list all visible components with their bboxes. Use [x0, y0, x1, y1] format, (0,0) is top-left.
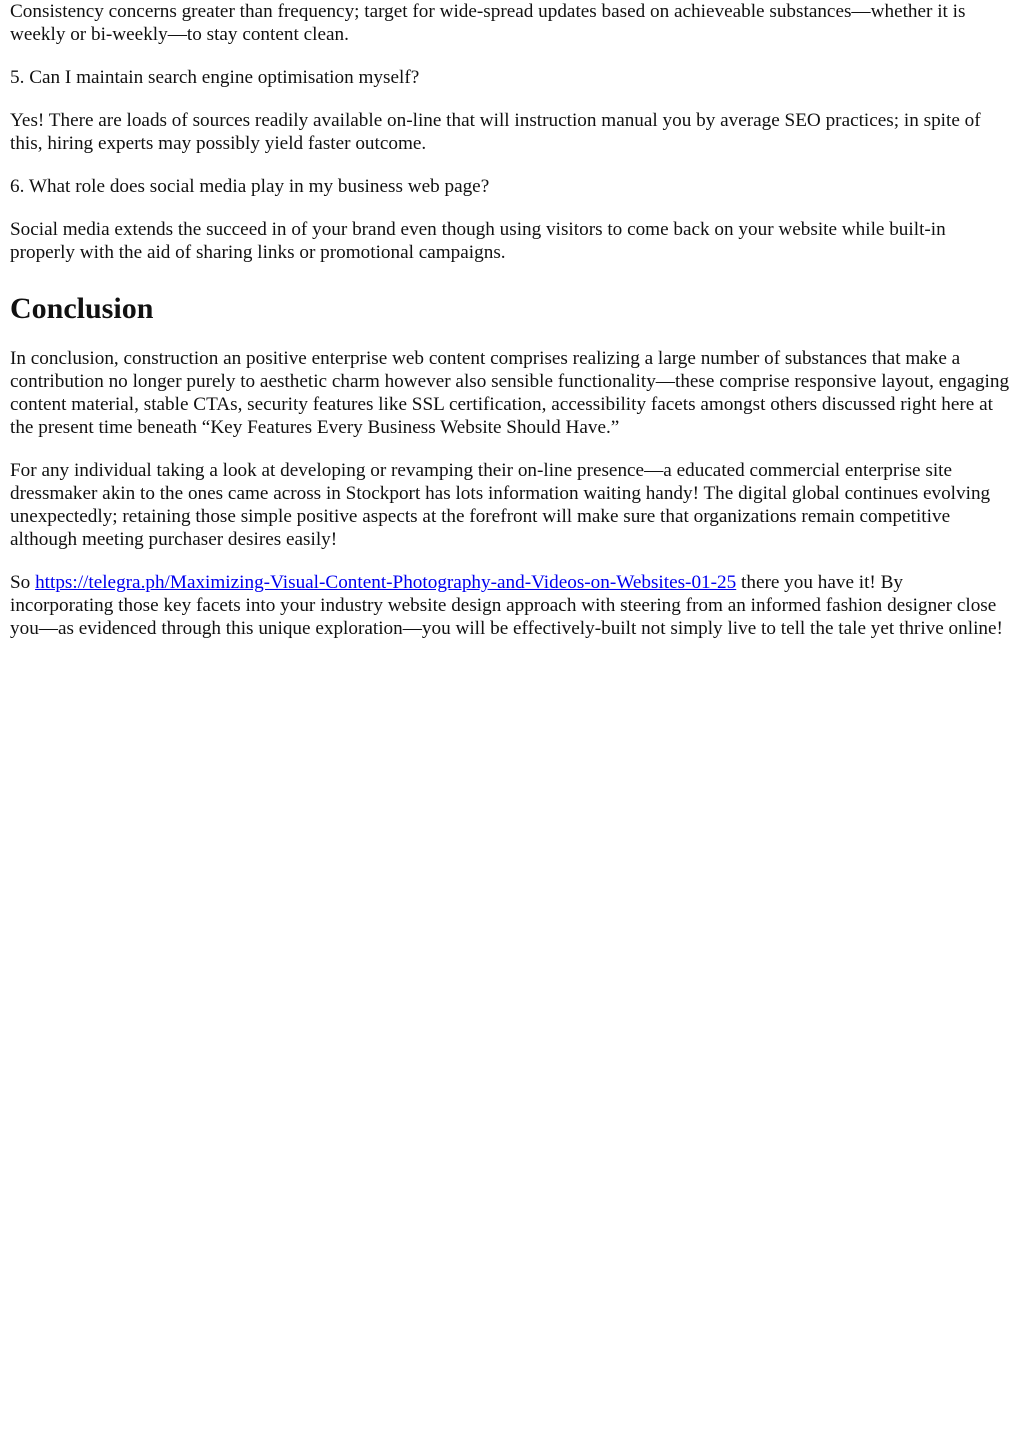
conclusion-heading: Conclusion: [10, 292, 154, 325]
final-paragraph-suffix: there you have it! By incorporating those key facets into your industry website design approach with steering from an informed fashion designer close you—as evidenced through this unique exploration—you will be effectively-built not simply live to tell the tale yet thrive online!: [10, 572, 1003, 639]
faq-question-5: 5. Can I maintain search engine optimisation myself?: [10, 67, 420, 88]
conclusion-paragraph-2: For any individual taking a look at developing or revamping their on-line presence—a educated commercial enterprise site dressmaker akin to the ones came across in Stockport has lots information waiting handy! The digital global continues evolving unexpectedly; retaining those simple positive aspects at the forefront will make sure that organizations remain competitive although meeting purchaser desires easily!: [10, 460, 991, 550]
telegra-article-link[interactable]: https://telegra.ph/Maximizing-Visual-Content-Photography-and-Videos-on-Websites-01-25: [35, 572, 737, 593]
faq-answer-6: Social media extends the succeed in of your brand even though using visitors to come back on your website while built-in properly with the aid of sharing links or promotional campaigns.: [10, 219, 946, 263]
faq-question-6: 6. What role does social media play in my business web page?: [10, 176, 490, 197]
final-paragraph-prefix: So: [10, 572, 36, 593]
final-paragraph: [10, 571, 1010, 640]
faq-answer-paragraph: Consistency concerns greater than frequency; target for wide-spread updates based on achieveable substances—whether it is weekly or bi-weekly—to stay content clean.: [10, 1, 966, 45]
article-body: [10, 0, 1010, 640]
conclusion-paragraph-1: In conclusion, construction an positive enterprise web content comprises realizing a large number of substances that make a contribution no longer purely to aesthetic charm however also sensible functionality—these comprise responsive layout, engaging content material, stable CTAs, security features like SSL certification, accessibility facets amongst others discussed right here at the present time beneath “Key Features Every Business Website Should Have.”: [10, 348, 1010, 438]
faq-answer-5: Yes! There are loads of sources readily available on-line that will instruction manual you by average SEO practices; in spite of this, hiring experts may possibly yield faster outcome.: [10, 110, 981, 154]
